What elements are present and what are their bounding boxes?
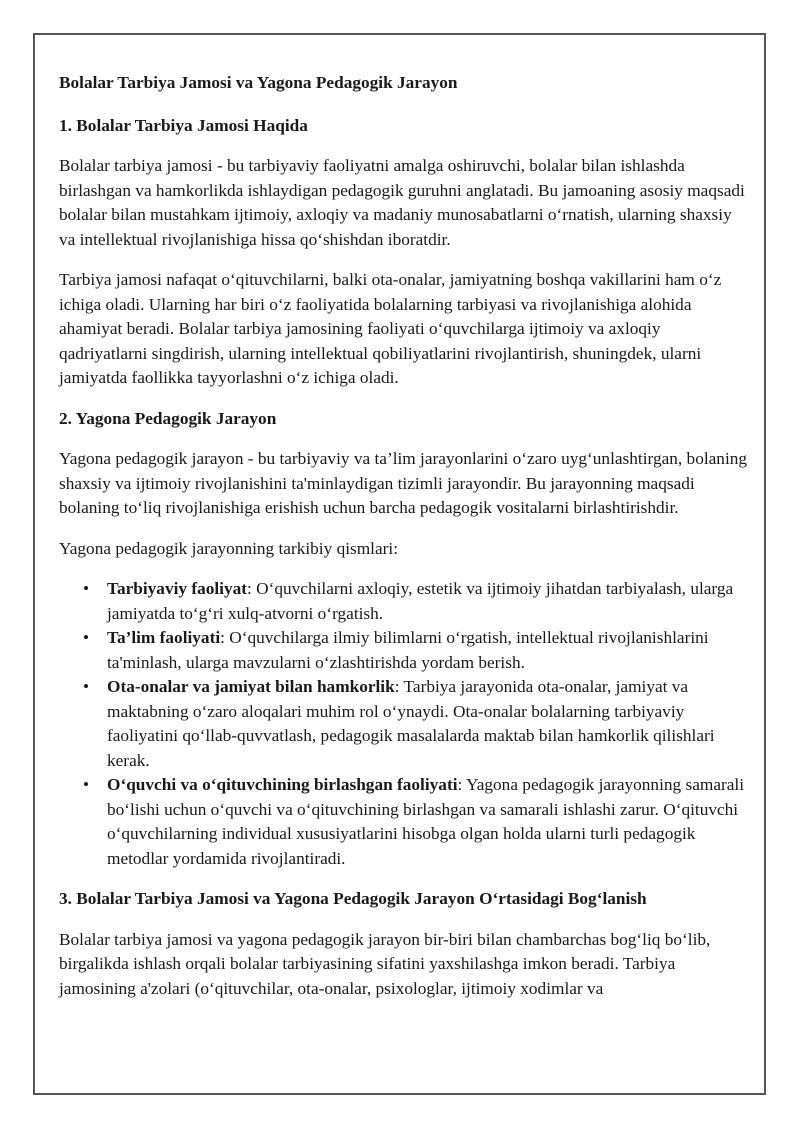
list-item-term: Ota-onalar va jamiyat bilan hamkorlik [107, 677, 395, 696]
list-item [83, 577, 749, 626]
paragraph: Bolalar tarbiya jamosi va yagona pedagogik jarayon bir-biri bilan chambarchas bog‘liq bo‘lib, birgalikda ishlash orqali bolalar tarbiyasining sifatini yaxshilashga imkon beradi. Tarbiya jamosining a'zolari (o‘qituvchilar, ota-onalar, psixologlar, ijtimoiy xodimlar va [59, 929, 711, 998]
section-2 [59, 407, 749, 872]
list-item-term: Tarbiyaviy faoliyat [107, 579, 248, 598]
section-heading: 2. Yagona Pedagogik Jarayon [59, 408, 277, 428]
paragraph: Yagona pedagogik jarayonning tarkibiy qismlari: [59, 538, 399, 558]
section-heading: 3. Bolalar Tarbiya Jamosi va Yagona Pedagogik Jarayon O‘rtasidagi Bog‘lanish [59, 889, 647, 908]
list-item [83, 675, 749, 773]
document-content [59, 71, 749, 1017]
list-item-text: : O‘quvchilarni axloqiy, estetik va ijtimoiy jihatdan tarbiyalash, ularga jamiyatda to‘g‘ri xulq-atvorni o‘rgatish. [107, 579, 734, 623]
section-3 [59, 887, 749, 1001]
section-heading: 1. Bolalar Tarbiya Jamosi Haqida [59, 115, 308, 135]
section-1 [59, 114, 749, 391]
list-item [83, 626, 749, 675]
list-item [83, 773, 749, 871]
list-item-text: : Tarbiya jarayonida ota-onalar, jamiyat va maktabning o‘zaro aloqalari muhim rol o‘ynaydi. Ota-onalar bolalarning tarbiyaviy faoliyatini qo‘llab-quvvatlash, pedagogik masalalarda maktab bilan hamkorlik qilishlari kerak. [107, 677, 715, 770]
paragraph: Bolalar tarbiya jamosi - bu tarbiyaviy faoliyatni amalga oshiruvchi, bolalar bilan ishlashda birlashgan va hamkorlikda ishlaydigan pedagogik guruhni anglatadi. Bu jamoaning asosiy maqsadi bolalar bilan mustahkam ijtimoiy, axloqiy va madaniy munosabatlarni o‘rnatish, ularning shaxsiy va intellektual rivojlanishiga hissa qo‘shishdan iboratdir. [59, 156, 745, 249]
list-item-term: Ta’lim faoliyati [107, 628, 221, 647]
components-list [59, 577, 749, 871]
list-item-term: O‘quvchi va o‘qituvchining birlashgan faoliyati [107, 775, 458, 794]
bullet-icon: • [83, 579, 90, 598]
paragraph: Tarbiya jamosi nafaqat o‘qituvchilarni, balki ota-onalar, jamiyatning boshqa vakillarini ham o‘z ichiga oladi. Ularning har biri o‘z faoliyatida bolalarning tarbiyasi va rivojlanishiga alohida ahamiyat beradi. Bolalar tarbiya jamosining faoliyati o‘quvchilarga ijtimoiy va axloqiy qadriyatlarni singdirish, ularning intellektual qobiliyatlarini rivojlantirish, shuningdek, ularni jamiyatda faollikka tayyorlashni o‘z ichiga oladi. [59, 270, 722, 387]
document-page [33, 33, 766, 1095]
document-title: Bolalar Tarbiya Jamosi va Yagona Pedagogik Jarayon [59, 73, 458, 92]
paragraph: Yagona pedagogik jarayon - bu tarbiyaviy va ta’lim jarayonlarini o‘zaro uyg‘unlashtirgan, bolaning shaxsiy va ijtimoiy rivojlanishini ta'minlaydigan tizimli jarayondir. Bu jarayonning maqsadi bolaning to‘liq rivojlanishiga erishish uchun barcha pedagogik vositalarni birlashtirishdir. [59, 449, 748, 517]
list-item-text: : Yagona pedagogik jarayonning samarali bo‘lishi uchun o‘quvchi va o‘qituvchining birlashgan va samarali ishlashi zarur. O‘qituvchi o‘quvchilarning individual xususiyatlarini hisobga olgan holda ularni turli pedagogik metodlar yordamida rivojlantiradi. [107, 775, 745, 868]
list-item-text: : O‘quvchilarga ilmiy bilimlarni o‘rgatish, intellektual rivojlanishlarini ta'minlash, ularga mavzularni o‘zlashtirishda yordam berish. [107, 628, 709, 672]
bullet-icon: • [83, 775, 90, 794]
bullet-icon: • [83, 628, 90, 647]
bullet-icon: • [83, 677, 90, 696]
